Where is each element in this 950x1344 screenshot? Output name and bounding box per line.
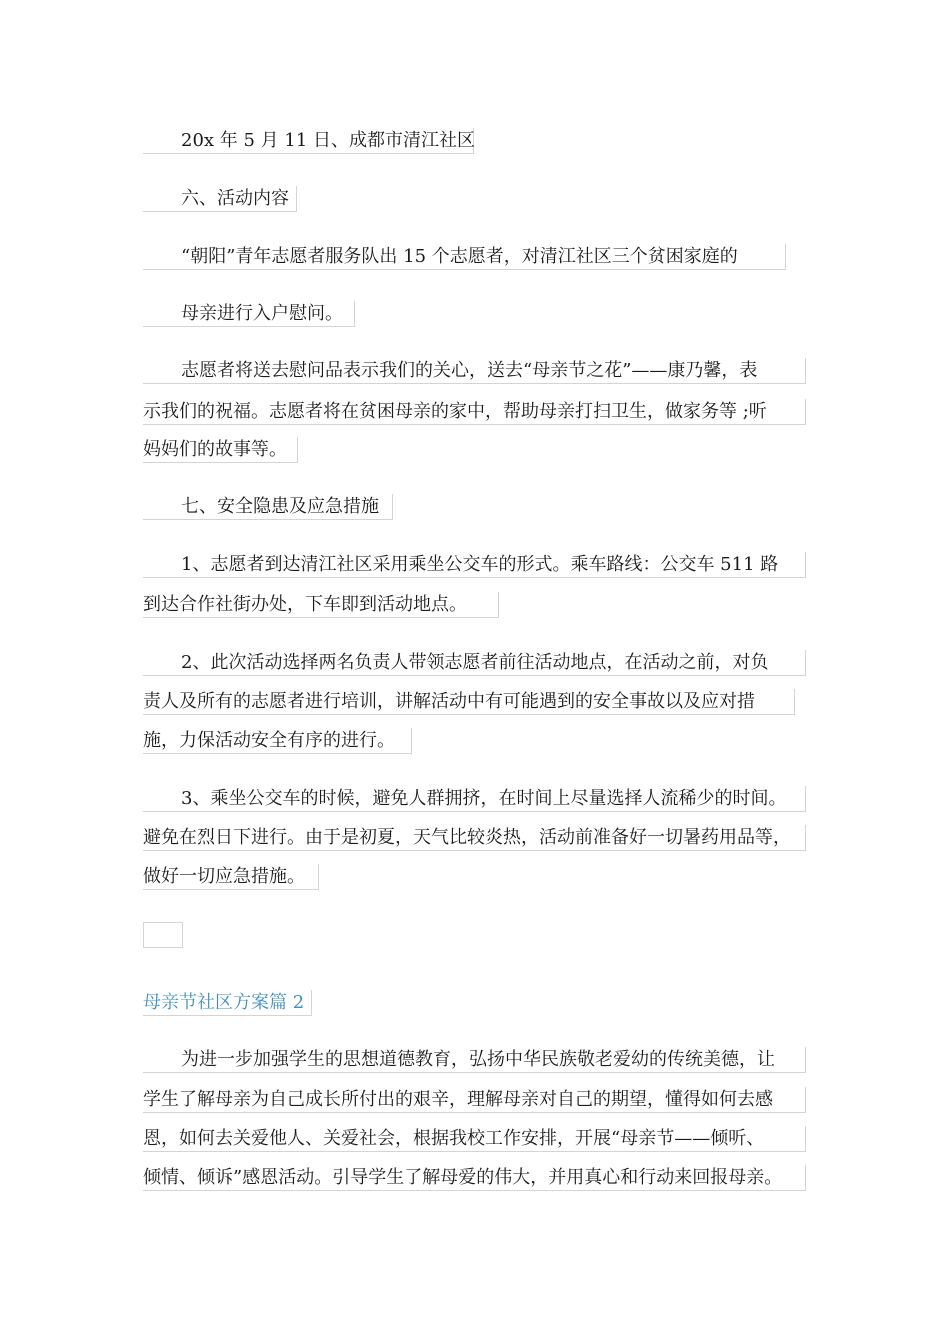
text-line: 学生了解母亲为自己成长所付出的艰辛，理解母亲对自己的期望，懂得如何去感: [143, 1087, 806, 1113]
text-line: 做好一切应急措施。: [143, 864, 319, 890]
section-title: 母亲节社区方案篇 2: [143, 990, 312, 1016]
text-line: 20x 年 5 月 11 日、成都市清江社区: [143, 128, 474, 154]
section-heading: 七、安全隐患及应急措施: [143, 494, 393, 520]
text-line: “朝阳”青年志愿者服务队出 15 个志愿者，对清江社区三个贫困家庭的: [143, 244, 786, 270]
text-line: 3、乘坐公交车的时候，避免人群拥挤，在时间上尽量选择人流稀少的时间。: [143, 786, 806, 812]
text-line: 母亲进行入户慰问。: [143, 301, 355, 327]
text-line: 为进一步加强学生的思想道德教育，弘扬中华民族敬老爱幼的传统美德，让: [143, 1047, 806, 1073]
text-line: 示我们的祝福。志愿者将在贫困母亲的家中，帮助母亲打扫卫生，做家务等 ;听: [143, 399, 806, 425]
section-heading: 六、活动内容: [143, 186, 297, 212]
text-line: 责人及所有的志愿者进行培训，讲解活动中有可能遇到的安全事故以及应对措: [143, 689, 795, 715]
text-line: 恩，如何去关爱他人、关爱社会，根据我校工作安排，开展“母亲节——倾听、: [143, 1126, 806, 1152]
text-line: 倾情、倾诉”感恩活动。引导学生了解母爱的伟大，并用真心和行动来回报母亲。: [143, 1165, 806, 1191]
text-line: 1、志愿者到达清江社区采用乘坐公交车的形式。乘车路线：公交车 511 路: [143, 552, 806, 578]
text-line: 志愿者将送去慰问品表示我们的关心，送去“母亲节之花”——康乃馨，表: [143, 358, 806, 384]
text-line: 妈妈们的故事等。: [143, 437, 298, 463]
empty-cell: [143, 922, 183, 948]
text-line: 避免在烈日下进行。由于是初夏，天气比较炎热，活动前准备好一切暑药用品等，: [143, 825, 806, 851]
text-line: 2、此次活动选择两名负责人带领志愿者前往活动地点，在活动之前，对负: [143, 650, 806, 676]
text-line: 施，力保活动安全有序的进行。: [143, 728, 412, 754]
text-line: 到达合作社街办处，下车即到活动地点。: [143, 592, 499, 618]
